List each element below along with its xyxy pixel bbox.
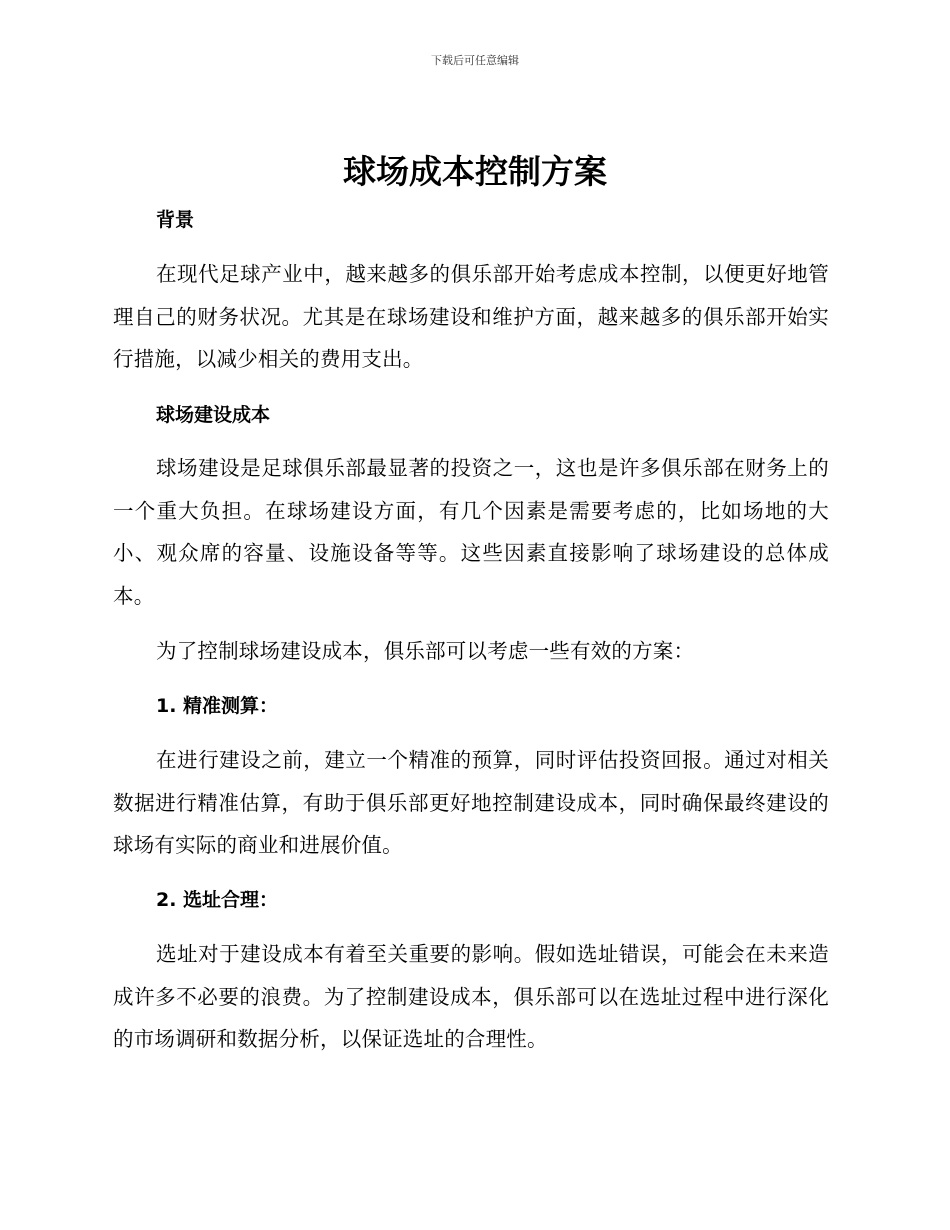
paragraph-site-selection: 选址对于建设成本有着至关重要的影响。假如选址错误，可能会在未来造成许多不必要的浪费。为了控制建设成本，俱乐部可以在选址过程中进行深化的市场调研和数据分析，以保证选址的合理性。 bbox=[113, 942, 829, 1051]
list-item-heading-accurate-estimate: 1. 精准测算： bbox=[156, 695, 279, 717]
paragraph-construction-cost-1: 球场建设是足球俱乐部最显著的投资之一，这也是许多俱乐部在财务上的一个重大负担。在球场建设方面，有几个因素是需要考虑的，比如场地的大小、观众席的容量、设施设备等等。这些因素直接影响了球场建设的总体成本。 bbox=[113, 456, 829, 608]
paragraph-accurate-estimate: 在进行建设之前，建立一个精准的预算，同时评估投资回报。通过对相关数据进行精准估算，有助于俱乐部更好地控制建设成本，同时确保最终建设的球场有实际的商业和进展价值。 bbox=[113, 748, 829, 857]
page-header: 下载后可任意编辑 bbox=[431, 54, 519, 67]
document-title: 球场成本控制方案 bbox=[343, 152, 607, 191]
list-item-heading-site-selection: 2. 选址合理： bbox=[156, 889, 279, 911]
section-heading-construction-cost: 球场建设成本 bbox=[156, 404, 271, 426]
section-heading-background: 背景 bbox=[156, 209, 195, 231]
paragraph-construction-cost-2: 为了控制球场建设成本，俱乐部可以考虑一些有效的方案： bbox=[156, 639, 695, 663]
paragraph-background: 在现代足球产业中，越来越多的俱乐部开始考虑成本控制，以便更好地管理自己的财务状况。尤其是在球场建设和维护方面，越来越多的俱乐部开始实行措施，以减少相关的费用支出。 bbox=[113, 262, 829, 371]
